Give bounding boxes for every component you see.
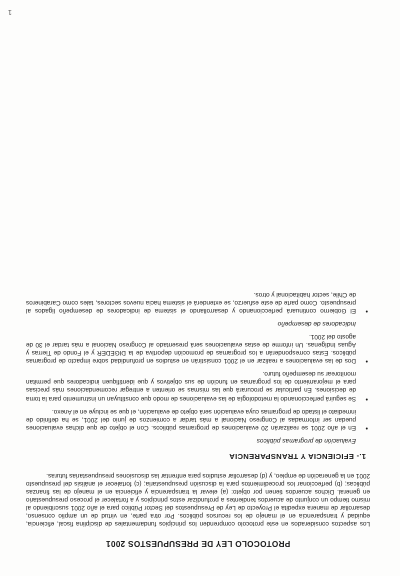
subheading-performance-indicators: Indicadores de desempeño	[277, 320, 356, 328]
page-number: 1	[8, 8, 12, 15]
bullet-item	[26, 407, 370, 431]
bullet-icon: •	[365, 394, 368, 402]
bullet-icon: •	[365, 423, 368, 431]
bullet-item	[26, 369, 370, 401]
subheading-program-evaluation: Evaluación de programas públicos	[256, 436, 356, 444]
bullet-item	[26, 290, 370, 314]
bullet-text: Dos de las evaluaciones a realizar en el 2001 consistirán en estudios en profundidad sobre impacto de programas públicos. Estas corresponderán a los programas de promoción deportiva de la DIGEDER y el Fondo de Tierras y Aguas Indígenas. Un informe de estas evaluaciones será presentado al Congreso Nacional a más tardar el 30 de agosto del 2001.	[26, 333, 356, 365]
section-title: 1.- EFICIENCIA Y TRANSPARENCIA	[229, 451, 366, 461]
bullet-text: En el año 2001 se realizarán 20 evaluaciones de programas públicos. Con el objeto de que dichas evaluaciones puedan ser informadas al Congreso Nacional a más tardar a comienzos de junio del 2001, se ha definido de inmediato el listado de programas cuya evaluación será objeto de evaluación, el que se incluye en el Anexo.	[26, 407, 356, 431]
intro-paragraph: Los aspectos considerados en este protocolo comprenden los principios fundamentales de disciplina fiscal, eficiencia, equidad y transparencia en el manejo de los recursos públicos. Por otra parte, en virtud de un amplio consenso, desarrollar de manera expedita el Proyecto de Ley de Presupuestos del Sector Público para el año 2001 suscribiendo al mismo tiempo un conjunto de acuerdos tendientes a profundizar estos principios y a fortalecer el proceso presupuestario en general. Dichos acuerdos tienen por objeto: (a) elevar la transparencia y eficiencia en el manejo de las finanzas públicas; (b) perfeccionar los procedimientos para la discusión presupuestaria; (c) fortalecer el análisis del presupuesto 2001 en la generación de empleo, y (d) desarrollar estudios para enfrentar las discusiones presupuestarias futuras.	[26, 471, 370, 527]
bullet-text: Se seguirá perfeccionando la metodología de las evaluaciones de modo que constituyan un instrumento para la toma de decisiones. En particular se procurará que las mismas se orienten a entregar recomendaciones más precisas para el mejoramiento de los programas en función de sus objetivos y que identifiquen indicadores que permitan monitorear su desempeño futuro.	[26, 370, 356, 402]
bullet-icon: •	[365, 357, 368, 365]
bullet-text: El Gobierno continuará perfeccionando y desarrollando el sistema de indicadores de desempeño ligados al presupuesto. Como parte de este esfuerzo, se extenderá el sistema hacia nuevos sectores, tales como Carabineros de Chile, sector habitacional y otros.	[26, 291, 356, 315]
bullet-icon: •	[365, 307, 368, 315]
bullet-item	[26, 332, 370, 364]
document-title: PROTOCOLO LEY DE PRESUPUESTOS 2001	[105, 539, 291, 548]
